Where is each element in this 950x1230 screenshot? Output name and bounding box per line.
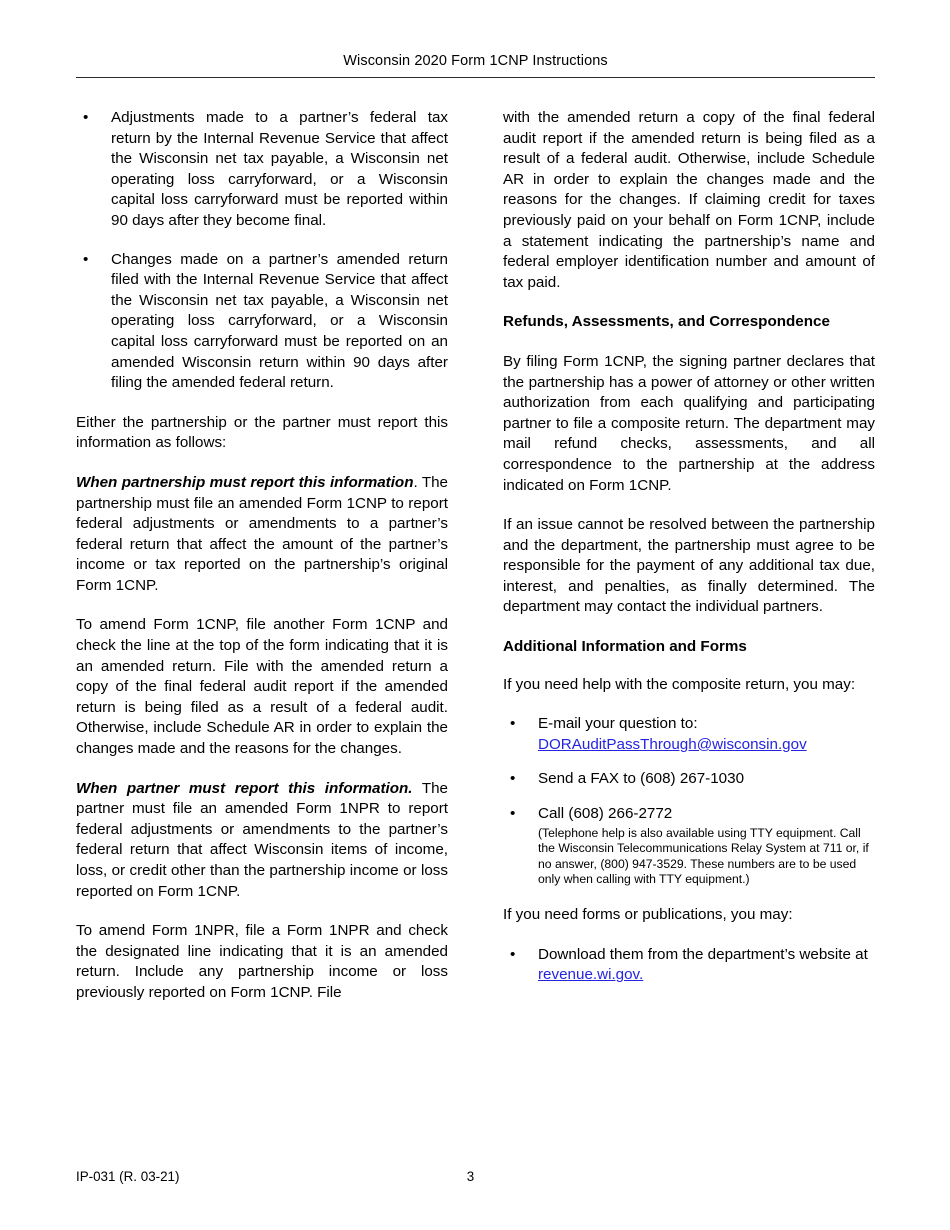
- list-item-call: [503, 804, 875, 888]
- list-item-text: Changes made on a partner’s amended return filed with the Internal Revenue Service that affect the Wisconsin net tax payable, a Wisconsin net operating loss carryforward, or a Wisconsin capital loss carryforward must be reported on an amended Wisconsin return within 90 days after filing the amended federal return.: [111, 250, 448, 392]
- bullet-icon: •: [510, 770, 516, 788]
- list-item: [76, 108, 448, 232]
- refunds-paragraph-1: By filing Form 1CNP, the signing partner declares that the partnership has a power of attorney or other written authorization from each qualifying and participating partner to file a composite return. The department may mail refund checks, assessments, and all correspondence to the partnership at the address indicated on Form 1CNP.: [503, 352, 875, 494]
- list-item-download: [503, 945, 875, 986]
- continuation-paragraph: with the amended return a copy of the final federal audit report if the amended return is being filed as a result of a federal audit. Otherwise, include Schedule AR in order to explain the changes made and the reasons for the changes. If claiming credit for taxes previously paid on your behalf on Form 1CNP, include a statement indicating the partnership’s name and federal employer identification number and amount of tax paid.: [503, 109, 875, 291]
- refunds-paragraph-2: If an issue cannot be resolved between the partnership and the department, the partnership must agree to be responsible for the payment of any additional tax due, interest, and penalties, as finally determined. The department may contact the individual partners.: [503, 516, 875, 616]
- call-text: Call (608) 266-2772: [538, 805, 673, 823]
- partnership-lead-in: When partnership must report this information: [76, 473, 414, 491]
- bullet-icon: •: [83, 109, 89, 126]
- partner-body-text: The partner must file an amended Form 1NPR to report federal adjustments or amendments to the partner’s federal return that affect Wisconsin items of income, loss, or credit other than the partnership income or loss reported on Form 1CNP.: [76, 779, 448, 900]
- email-label: E-mail your question to:: [538, 715, 698, 733]
- amend-1cnp-paragraph: To amend Form 1CNP, file another Form 1CNP and check the line at the top of the form indicating that it is an amended return. File with the amended return a copy of the final federal audit report if the amended return is being filed as a result of a federal audit. Otherwise, include Schedule AR in order to explain the changes made and the reasons for the changes.: [76, 616, 448, 758]
- left-column: [76, 108, 448, 1004]
- right-column: [503, 108, 875, 1004]
- page-title: Wisconsin 2020 Form 1CNP Instructions: [343, 53, 608, 69]
- download-text: Download them from the department’s website at: [538, 945, 868, 963]
- list-item: [76, 250, 448, 394]
- body-columns: [76, 108, 875, 1004]
- forms-intro-paragraph: If you need forms or publications, you may:: [503, 906, 793, 923]
- amend-1npr-paragraph: To amend Form 1NPR, file a Form 1NPR and check the designated line indicating that it is an amended return. Include any partnership income or loss previously reported on Form 1CNP. File: [76, 922, 448, 1001]
- bullet-icon: •: [510, 715, 516, 733]
- help-contact-list: [503, 714, 875, 888]
- partnership-body-text: . The partnership must file an amended Form 1CNP to report federal adjustments or amendments to a partner’s federal return that affect the amount of the partner’s income or tax reported on the partnership’s original Form 1CNP.: [76, 473, 448, 594]
- list-item-text: Adjustments made to a partner’s federal tax return by the Internal Revenue Service that affect the Wisconsin net tax payable, a Wisconsin net operating loss carryforward, or a Wisconsin capital loss carryforward must be reported within 90 days after they become final.: [111, 109, 448, 229]
- email-link[interactable]: DORAuditPassThrough@wisconsin.gov: [538, 735, 807, 753]
- additional-information-heading: Additional Information and Forms: [503, 638, 747, 656]
- website-link[interactable]: revenue.wi.gov.: [538, 966, 644, 984]
- reporting-requirements-list: [76, 108, 448, 394]
- page-header: [76, 52, 875, 78]
- partnership-reporting-paragraph: [76, 473, 448, 597]
- partner-lead-in: When partner must report this information.: [76, 779, 413, 797]
- bullet-icon: •: [510, 805, 516, 823]
- page-number: [76, 1168, 875, 1186]
- list-item-fax: [503, 769, 875, 790]
- page-footer: [76, 1168, 875, 1188]
- partner-reporting-paragraph: [76, 779, 448, 903]
- bullet-icon: •: [510, 945, 516, 963]
- forms-list: [503, 945, 875, 986]
- refunds-section-heading: Refunds, Assessments, and Correspondence: [503, 313, 830, 331]
- bullet-icon: •: [83, 250, 89, 268]
- help-intro-paragraph: If you need help with the composite return, you may:: [503, 675, 856, 693]
- intro-paragraph: Either the partnership or the partner must report this information as follows:: [76, 413, 448, 452]
- list-item-email: [503, 714, 875, 755]
- page-number-value: 3: [466, 1169, 475, 1184]
- form-id-label: IP-031 (R. 03-21): [76, 1169, 180, 1184]
- tty-fineprint: (Telephone help is also available using TTY equipment. Call the Wisconsin Telecommunications Relay System at 711 or, if no answer, (800) 947-3529. These numbers are to be used only when calling with TTY equipment.): [538, 825, 869, 887]
- fax-text: Send a FAX to (608) 267-1030: [538, 770, 745, 788]
- header-divider: [76, 77, 875, 78]
